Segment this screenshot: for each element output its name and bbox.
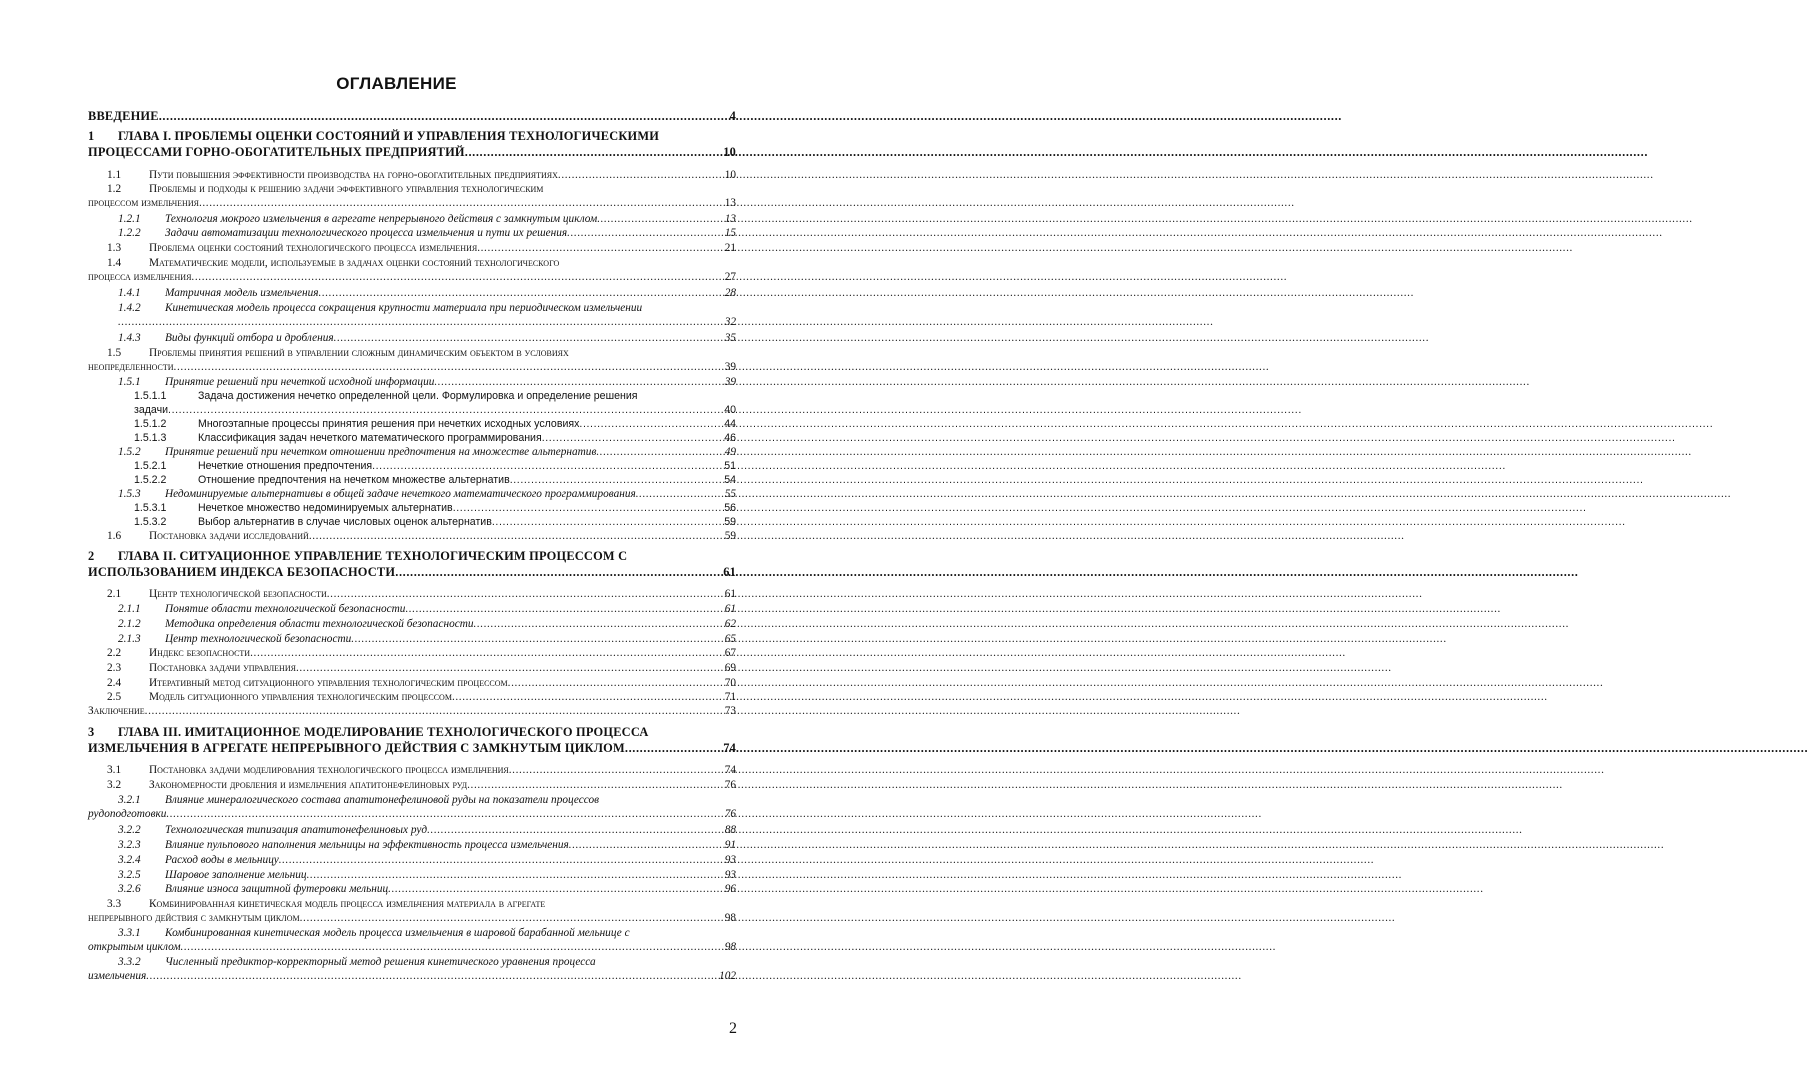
- toc-entry-text-line2: непрерывного действия с замкнутым циклом: [88, 912, 300, 924]
- toc-entry-text: Технологическая типизация апатитонефелиновых руд: [165, 824, 428, 836]
- toc-entry-number: 1.5.2: [118, 446, 141, 458]
- toc-entry-text: Понятие области технологической безопасности: [165, 603, 406, 615]
- toc-entry-page: 54: [724, 474, 736, 486]
- toc-entry-1-2-2[interactable]: [118, 226, 736, 240]
- toc-entry-text-line2: рудоподготовки: [88, 808, 167, 820]
- toc-entry-3-2[interactable]: [107, 778, 736, 792]
- toc-entry-number: 3: [88, 725, 95, 739]
- toc-entry-number: 1.4: [107, 257, 122, 269]
- toc-entry-1-3[interactable]: [107, 241, 736, 255]
- toc-entry-text: Шаровое заполнение мельниц: [165, 869, 307, 881]
- toc-entry-number: 1.5.1.1: [134, 390, 167, 402]
- toc-entry-page: 13: [724, 197, 736, 209]
- toc-entry-text: Индекс безопасности: [149, 647, 251, 659]
- toc-entry-page: 70: [724, 677, 736, 689]
- toc-entry-text-line1: Задача достижения нечетко определенной цели. Формулировка и определение решения: [198, 390, 638, 402]
- toc-entry-text: Закономерности дробления и измельчения апатитонефелиновых руд: [149, 779, 468, 791]
- toc-entry-text-line2: процессом измельчения: [88, 197, 199, 209]
- toc-entry-number: 2.4: [107, 677, 122, 689]
- toc-entry-chapter-2[interactable]: [88, 548, 736, 580]
- toc-entry-3-1[interactable]: [107, 763, 736, 777]
- toc-entry-2-1[interactable]: [107, 587, 736, 601]
- toc-entry-text: Отношение предпочтения на нечетком множестве альтернатив: [198, 474, 510, 486]
- toc-entry-number: 2: [88, 549, 95, 563]
- toc-entry-1-5-1-3[interactable]: [134, 431, 736, 445]
- toc-entry-text: Постановка задачи управления: [149, 662, 296, 674]
- toc-entry-number: 2.1.1: [118, 603, 141, 615]
- toc-entry-3-3[interactable]: [88, 897, 736, 925]
- toc-entry-2-5[interactable]: [107, 690, 736, 704]
- toc-entry-page: 10: [723, 145, 736, 159]
- toc-entry-text-line1: Проблемы и подходы к решению задачи эффективного управления технологическим: [149, 183, 544, 195]
- toc-entry-text-line2: измельчения: [88, 970, 147, 982]
- toc-entry-number: 3.1: [107, 764, 122, 776]
- toc-entry-1-5-2-1[interactable]: [134, 459, 736, 473]
- toc-page: [0, 0, 793, 1089]
- toc-entry-number: 1.5.2.2: [134, 474, 167, 486]
- toc-entry-text: Принятие решений при нечеткой исходной информации: [165, 376, 435, 388]
- toc-entry-page: 76: [724, 779, 736, 791]
- toc-entry-1-5-3-2[interactable]: [134, 515, 736, 529]
- toc-entry-text-line1: Влияние минералогического состава апатитонефелиновой руды на показатели процессов: [165, 794, 600, 806]
- toc-entry-3-2-5[interactable]: [118, 868, 736, 882]
- toc-entry-number: 2.2: [107, 647, 122, 659]
- toc-entry-page: 35: [724, 332, 736, 344]
- toc-entry-1-6[interactable]: [107, 529, 736, 543]
- toc-entry-3-3-1[interactable]: [88, 926, 736, 954]
- toc-entry-page: 69: [724, 662, 736, 674]
- toc-entry-number: 1.1: [107, 169, 122, 181]
- toc-entry-2-1-1[interactable]: [118, 602, 736, 616]
- toc-entry-number: 3.2: [107, 779, 122, 791]
- toc-entry-page: 74: [724, 764, 736, 776]
- toc-entry-text-line2: процесса измельчения: [88, 271, 192, 283]
- toc-entry-number: 1.5: [107, 347, 122, 359]
- toc-entry-page: 73: [724, 705, 736, 717]
- toc-entry-page: 98: [724, 912, 736, 924]
- toc-entry-text-line1: Численный предиктор-корректорный метод решения кинетического уравнения процесса: [165, 956, 596, 968]
- toc-entry-1-4-3[interactable]: [118, 331, 736, 345]
- toc-entry-page: 10: [724, 169, 736, 181]
- toc-entry-number: 2.1.3: [118, 633, 141, 645]
- toc-entry-1-4-1[interactable]: [118, 286, 736, 300]
- toc-entry-page: 39: [724, 361, 736, 373]
- toc-entry-number: 1.4.2: [118, 302, 141, 314]
- toc-entry-page: 98: [724, 941, 736, 953]
- toc-entry-page: 71: [724, 691, 736, 703]
- toc-entry-page: 61: [724, 603, 736, 615]
- toc-entry-page: 67: [724, 647, 736, 659]
- toc-entry-page: 39: [724, 376, 736, 388]
- toc-entry-number: 1.2: [107, 183, 122, 195]
- toc-entry-1-4[interactable]: [88, 256, 736, 284]
- toc-entry-page: 59: [724, 516, 736, 528]
- toc-entry-page: 44: [724, 418, 736, 430]
- toc-entry-page: 62: [724, 618, 736, 630]
- toc-entry-page: 102: [719, 970, 736, 982]
- toc-entry-text-line1: Проблемы принятия решений в управлении сложным динамическим объектом в условиях: [149, 347, 569, 359]
- toc-entry-number: 2.5: [107, 691, 122, 703]
- toc-entry-number: 1.6: [107, 530, 122, 542]
- toc-entry-2-1-3[interactable]: [118, 632, 736, 646]
- toc-entry-page: 59: [724, 530, 736, 542]
- toc-entry-1-1[interactable]: [107, 168, 736, 182]
- toc-entry-text-line2: задачи: [134, 404, 169, 416]
- toc-entry-text: Постановка задачи исследований: [149, 530, 309, 542]
- toc-entry-text: Недоминируемые альтернативы в общей задаче нечеткого математического программирования: [165, 488, 636, 500]
- toc-entry-text: Итеративный метод ситуационного управления технологическим процессом: [149, 677, 508, 689]
- toc-entry-1-5-1-2[interactable]: [134, 417, 736, 431]
- toc-entry-text: Классификация задач нечеткого математического программирования: [198, 432, 542, 444]
- toc-entry-number: 1.5.1: [118, 376, 141, 388]
- toc-entry-page: 61: [724, 588, 736, 600]
- toc-entry-1-5[interactable]: [88, 346, 736, 374]
- toc-entry-page: 51: [724, 460, 736, 472]
- toc-entry-number: 1.5.3.1: [134, 502, 167, 514]
- toc-entry-3-2-6[interactable]: [118, 882, 736, 896]
- toc-entry-page: 96: [724, 883, 736, 895]
- toc-entry-text-line2: открытым циклом: [88, 941, 181, 953]
- toc-entry-text: Модель ситуационного управления технологическим процессом: [149, 691, 452, 703]
- toc-entry-page: 55: [724, 488, 736, 500]
- toc-entry-text: Технология мокрого измельчения в агрегате непрерывного действия с замкнутым циклом: [165, 213, 598, 225]
- toc-entry-page: 93: [724, 854, 736, 866]
- toc-entry-text-line1: Математические модели, используемые в задачах оценки состояний технологического: [149, 257, 560, 269]
- toc-entry-text: Влияние пульпового наполнения мельницы на эффективность процесса измельчения: [165, 839, 569, 851]
- toc-entry-number: 1.5.1.3: [134, 432, 167, 444]
- toc-entry-text-line2: ПРОЦЕССАМИ ГОРНО-ОБОГАТИТЕЛЬНЫХ ПРЕДПРИЯТИЙ: [88, 145, 465, 159]
- toc-entry-number: 3.3.1: [118, 927, 141, 939]
- toc-entry-text: Принятие решений при нечетком отношении предпочтения на множестве альтернатив: [165, 446, 597, 458]
- toc-entry-number: 3.3: [107, 898, 122, 910]
- toc-entry-1-5-2[interactable]: [118, 445, 736, 459]
- toc-entry-number: 1.2.2: [118, 227, 141, 239]
- toc-entry-page: 93: [724, 869, 736, 881]
- toc-entry-text: Выбор альтернатив в случае числовых оценок альтернатив: [198, 516, 492, 528]
- toc-entry-page: 76: [724, 808, 736, 820]
- toc-entry-number: 1.2.1: [118, 213, 141, 225]
- toc-entry-page: 49: [724, 446, 736, 458]
- toc-entry-page: 15: [724, 227, 736, 239]
- page-number: 2: [729, 1020, 737, 1037]
- toc-entry-text-line1: Кинетическая модель процесса сокращения крупности материала при периодическом измельчении: [165, 302, 643, 314]
- toc-entry-1-5-3[interactable]: [118, 487, 736, 501]
- toc-entry-number: 3.2.2: [118, 824, 141, 836]
- toc-entry-number: 1.5.1.2: [134, 418, 167, 430]
- toc-entry-page: 13: [724, 213, 736, 225]
- toc-entry-text: Задачи автоматизации технологического процесса измельчения и пути их решения: [165, 227, 568, 239]
- toc-entry-page: 88: [724, 824, 736, 836]
- toc-entry-text: Постановка задачи моделирования технологического процесса измельчения: [149, 764, 509, 776]
- toc-entry-page: 74: [723, 741, 736, 755]
- toc-entry-3-2-2[interactable]: [118, 823, 736, 837]
- toc-entry-number: 1.5.2.1: [134, 460, 167, 472]
- toc-entry-1-5-1[interactable]: [118, 375, 736, 389]
- toc-entry-2-4[interactable]: [107, 676, 736, 690]
- toc-entry-text: ВВЕДЕНИЕ: [88, 109, 159, 123]
- toc-entry-page: 46: [724, 432, 736, 444]
- toc-entry-1-4-2[interactable]: [118, 301, 736, 329]
- page-title: ОГЛАВЛЕНИЕ: [336, 74, 457, 93]
- toc-entry-text-line2: ИЗМЕЛЬЧЕНИЯ В АГРЕГАТЕ НЕПРЕРЫВНОГО ДЕЙСТВИЯ С ЗАМКНУТЫМ ЦИКЛОМ: [88, 741, 625, 755]
- toc-entry-text-line1: ГЛАВА I. ПРОБЛЕМЫ ОЦЕНКИ СОСТОЯНИЙ И УПРАВЛЕНИЯ ТЕХНОЛОГИЧЕСКИМИ: [118, 129, 660, 143]
- toc-entry-page: 65: [724, 633, 736, 645]
- toc-entry-number: 3.2.6: [118, 883, 141, 895]
- toc-entry-number: 2.1.2: [118, 618, 141, 630]
- toc-entry-1-5-2-2[interactable]: [134, 473, 736, 487]
- toc-entry-3-3-2[interactable]: [88, 955, 736, 983]
- toc-entry-number: 1.3: [107, 242, 122, 254]
- toc-entry-text: Расход воды в мельницу: [165, 854, 279, 866]
- toc-entry-3-2-4[interactable]: [118, 853, 736, 867]
- toc-entry-text: Центр технологической безопасности: [149, 588, 327, 600]
- toc-entry-number: 3.2.3: [118, 839, 141, 851]
- toc-entry-text-line1: ГЛАВА II. СИТУАЦИОННОЕ УПРАВЛЕНИЕ ТЕХНОЛОГИЧЕСКИМ ПРОЦЕССОМ С: [118, 549, 628, 563]
- toc-entry-number: 1.5.3.2: [134, 516, 167, 528]
- toc-entry-text-line2: неопределенности: [88, 361, 174, 373]
- toc-entry-number: 1.5.3: [118, 488, 141, 500]
- toc-entry-text: Виды функций отбора и дробления: [165, 332, 334, 344]
- toc-entry-page: 28: [724, 287, 736, 299]
- toc-entry-chapter-3[interactable]: [88, 724, 736, 756]
- toc-entry-number: 3.2.4: [118, 854, 141, 866]
- toc-entry-introduction[interactable]: [88, 108, 736, 124]
- toc-entry-page: 91: [724, 839, 736, 851]
- toc-entry-text: Пути повышения эффективности производства на горно-обогатительных предприятиях: [149, 169, 558, 181]
- toc-entry-2-3[interactable]: [107, 661, 736, 675]
- toc-entry-page: 27: [724, 271, 736, 283]
- toc-entry-text-line1: Комбинированная кинетическая модель процесса измельчения материала в агрегате: [149, 898, 546, 910]
- toc-entry-text: Нечеткое множество недоминируемых альтернатив: [198, 502, 453, 514]
- toc-entry-1-5-3-1[interactable]: [134, 501, 736, 515]
- toc-entry-number: 3.2.1: [118, 794, 141, 806]
- toc-entry-1-2[interactable]: [88, 182, 736, 210]
- toc-entry-page: 21: [724, 242, 736, 254]
- toc-entry-text-line1: Комбинированная кинетическая модель процесса измельчения в шаровой барабанной мельнице с: [165, 927, 630, 939]
- toc-entry-page: 56: [724, 502, 736, 514]
- toc-entry-1-5-1-1[interactable]: [134, 389, 736, 417]
- toc-entry-text-line1: ГЛАВА III. ИМИТАЦИОННОЕ МОДЕЛИРОВАНИЕ ТЕХНОЛОГИЧЕСКОГО ПРОЦЕССА: [118, 725, 649, 739]
- toc-entry-conclusion[interactable]: [88, 704, 736, 718]
- toc-entry-number: 2.3: [107, 662, 122, 674]
- toc-entry-1-2-1[interactable]: [118, 212, 736, 226]
- toc-entry-chapter-1[interactable]: [88, 128, 736, 160]
- toc-entry-text: Заключение: [88, 705, 145, 717]
- toc-entry-page: 32: [724, 316, 736, 328]
- toc-entry-page: 40: [724, 404, 736, 416]
- toc-entry-number: 1.4.1: [118, 287, 141, 299]
- toc-entry-text: Влияние износа защитной футеровки мельниц: [165, 883, 389, 895]
- toc-entry-text: Нечеткие отношения предпочтения: [198, 460, 373, 472]
- toc-entry-text: Методика определения области технологической безопасности: [165, 618, 474, 630]
- toc-entry-page: 4: [729, 109, 736, 123]
- toc-entry-number: 2.1: [107, 588, 122, 600]
- toc-entry-number: 1: [88, 129, 95, 143]
- toc-entry-2-2[interactable]: [107, 646, 736, 660]
- toc-entry-text: Проблема оценки состояний технологического процесса измельчения: [149, 242, 478, 254]
- toc-entry-3-2-3[interactable]: [118, 838, 736, 852]
- toc-entry-text: Многоэтапные процессы принятия решения при нечетких исходных условиях: [198, 418, 580, 430]
- toc-entry-3-2-1[interactable]: [88, 793, 736, 821]
- toc-entry-2-1-2[interactable]: [118, 617, 736, 631]
- toc-entry-text: Матричная модель измельчения: [165, 287, 319, 299]
- toc-entry-number: 3.2.5: [118, 869, 141, 881]
- toc-entry-page: 61: [723, 565, 736, 579]
- toc-entry-number: 1.4.3: [118, 332, 141, 344]
- toc-entry-text: Центр технологической безопасности: [165, 633, 352, 645]
- toc-entry-text-line2: ИСПОЛЬЗОВАНИЕМ ИНДЕКСА БЕЗОПАСНОСТИ: [88, 565, 396, 579]
- toc-entry-number: 3.3.2: [118, 956, 141, 968]
